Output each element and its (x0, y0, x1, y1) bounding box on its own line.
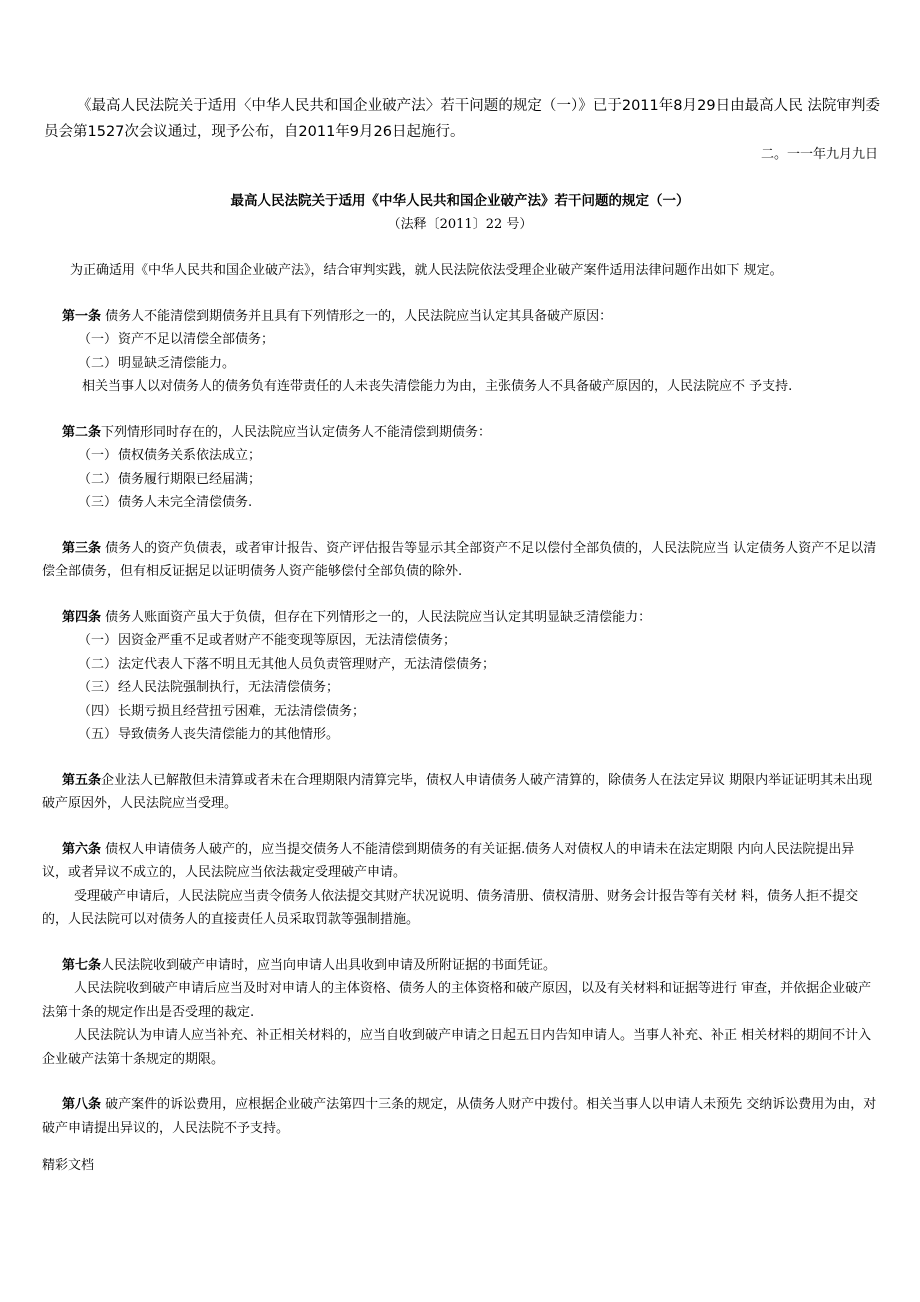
article-number: 第八条 (62, 1097, 102, 1112)
item-text: 债权债务关系依法成立； (118, 448, 262, 463)
item-marker: （一） (78, 633, 118, 648)
article-item (62, 352, 878, 376)
document-body (42, 259, 878, 1140)
article-2 (42, 421, 878, 515)
article-text (42, 537, 878, 584)
item-marker: （二） (78, 656, 118, 672)
item-text: 长期亏损且经营扭亏困难，无法清偿债务； (118, 703, 366, 719)
article-number: 第一条 (62, 308, 102, 324)
item-marker: （一） (78, 448, 118, 463)
article-text (62, 954, 878, 978)
article-continuation: 人民法院认为申请人应当补充、补正相关材料的，应当自收到破产申请之日起五日内告知申请人。当事人补充、补正 相关材料的期间不计入企业破产法第十条规定的期限。 (42, 1028, 872, 1067)
article-body: 债务人账面资产虽大于负债，但存在下列情形之一的，人民法院应当认定其明显缺乏清偿能力： (101, 609, 652, 625)
article-number: 第七条 (62, 957, 102, 973)
item-text: 法定代表人下落不明且无其他人员负责管理财产，无法清偿债务； (118, 656, 496, 672)
article-number: 第五条 (62, 772, 102, 788)
article-item (62, 328, 878, 352)
article-text (42, 1093, 878, 1140)
document-title: 最高人民法院关于适用《中华人民共和国企业破产法》若干问题的规定（一） (230, 193, 690, 209)
article-1 (42, 305, 878, 399)
article-4 (42, 606, 878, 747)
article-text (42, 838, 878, 885)
item-marker: （四） (78, 703, 118, 719)
article-number: 第四条 (62, 609, 102, 625)
preamble-paragraph: 为正确适用《中华人民共和国企业破产法》，结合审判实践，就人民法院依法受理企业破产案件适用法律问题作出如下 规定。 (70, 263, 783, 278)
article-body: 破产案件的诉讼费用，应根据企业破产法第四十三条的规定，从债务人财产中拨付。相关当事人以申请人未预先 交纳诉讼费用为由，对破产申请提出异议的，人民法院不予支持。 (42, 1097, 877, 1136)
article-continuation: 相关当事人以对债务人的债务负有连带责任的人未丧失清偿能力为由，主张债务人不具备破产原因的，人民法院应不 予支持. (82, 379, 793, 394)
item-text: 明显缺乏清偿能力。 (118, 355, 236, 371)
article-body: 人民法院收到破产申请时，应当向申请人出具收到申请及所附证据的书面凭证。 (101, 957, 557, 973)
article-8 (42, 1093, 878, 1140)
article-item (62, 723, 878, 747)
article-body: 债权人申请债务人破产的，应当提交债务人不能清偿到期债务的有关证据.债务人对债权人的申请未在法定期限 内向人民法院提出异议，或者异议不成立的，人民法院应当依法裁定受理破产申请。 (42, 841, 855, 880)
item-marker: （三） (78, 680, 118, 695)
item-marker: （五） (78, 727, 118, 742)
article-text (42, 769, 878, 816)
article-5 (42, 769, 878, 816)
item-marker: （三） (78, 495, 118, 510)
article-item (62, 491, 878, 515)
article-item (62, 444, 878, 468)
publication-date: 二。一一年九月九日 (760, 147, 878, 162)
article-item (62, 653, 878, 677)
announcement-paragraph: 《最高人民法院关于适用〈中华人民共和国企业破产法〉若干问题的规定（一）》已于2011年8月29日由最高人民 法院审判委员会第1527次会议通过，现予公布，自2011年9月26日起施行。 (44, 97, 880, 140)
article-body: 下列情形同时存在的，人民法院应当认定债务人不能清偿到期债务： (101, 424, 492, 440)
article-3 (42, 537, 878, 584)
article-number: 第六条 (62, 841, 102, 857)
article-number: 第三条 (62, 540, 102, 556)
article-continuation: 受理破产申请后，人民法院应当责令债务人依法提交其财产状况说明、债务清册、债权清册、财务会计报告等有关材 料，债务人拒不提交的，人民法院可以对债务人的直接责任人员采取罚款等强制措施。 (42, 888, 859, 927)
item-text: 经人民法院强制执行，无法清偿债务； (118, 680, 340, 695)
article-number: 第二条 (62, 424, 102, 440)
item-marker: （二） (78, 471, 118, 487)
item-marker: （一） (78, 332, 118, 347)
item-text: 资产不足以清偿全部债务； (118, 332, 275, 347)
article-body: 债务人不能清偿到期债务并且具有下列情形之一的，人民法院应当认定其具备破产原因： (101, 308, 613, 324)
item-text: 债务履行期限已经届满； (118, 471, 262, 487)
article-7 (42, 954, 878, 1072)
item-text: 导致债务人丧失清偿能力的其他情形。 (118, 727, 340, 742)
article-continuation: 人民法院收到破产申请后应当及时对申请人的主体资格、债务人的主体资格和破产原因，以及有关材料和证据等进行 审查，并依据企业破产法第十条的规定作出是否受理的裁定. (42, 981, 872, 1020)
article-text (62, 421, 878, 445)
item-marker: （二） (78, 355, 118, 371)
footer-label: 精彩文档 (42, 1158, 95, 1173)
article-item (62, 629, 878, 653)
item-text: 因资金严重不足或者财产不能变现等原因，无法清偿债务； (118, 633, 457, 648)
article-6 (42, 838, 878, 932)
article-item (62, 468, 878, 492)
item-text: 债务人未完全清偿债务. (118, 495, 253, 510)
document-number: （法释〔2011〕22 号） (387, 217, 533, 232)
article-body: 企业法人已解散但未清算或者未在合理期限内清算完毕，债权人申请债务人破产清算的，除债务人在法定异议 期限内举证证明其未出现破产原因外，人民法院应当受理。 (42, 772, 873, 811)
article-text (62, 606, 878, 630)
article-body: 债务人的资产负债表，或者审计报告、资产评估报告等显示其全部资产不足以偿付全部负债的，人民法院应当 认定债务人资产不足以清偿全部债务，但有相反证据足以证明债务人资产能够偿付全部负债的除外. (42, 540, 877, 579)
article-text (62, 305, 878, 329)
article-item (62, 700, 878, 724)
article-item (62, 676, 878, 700)
